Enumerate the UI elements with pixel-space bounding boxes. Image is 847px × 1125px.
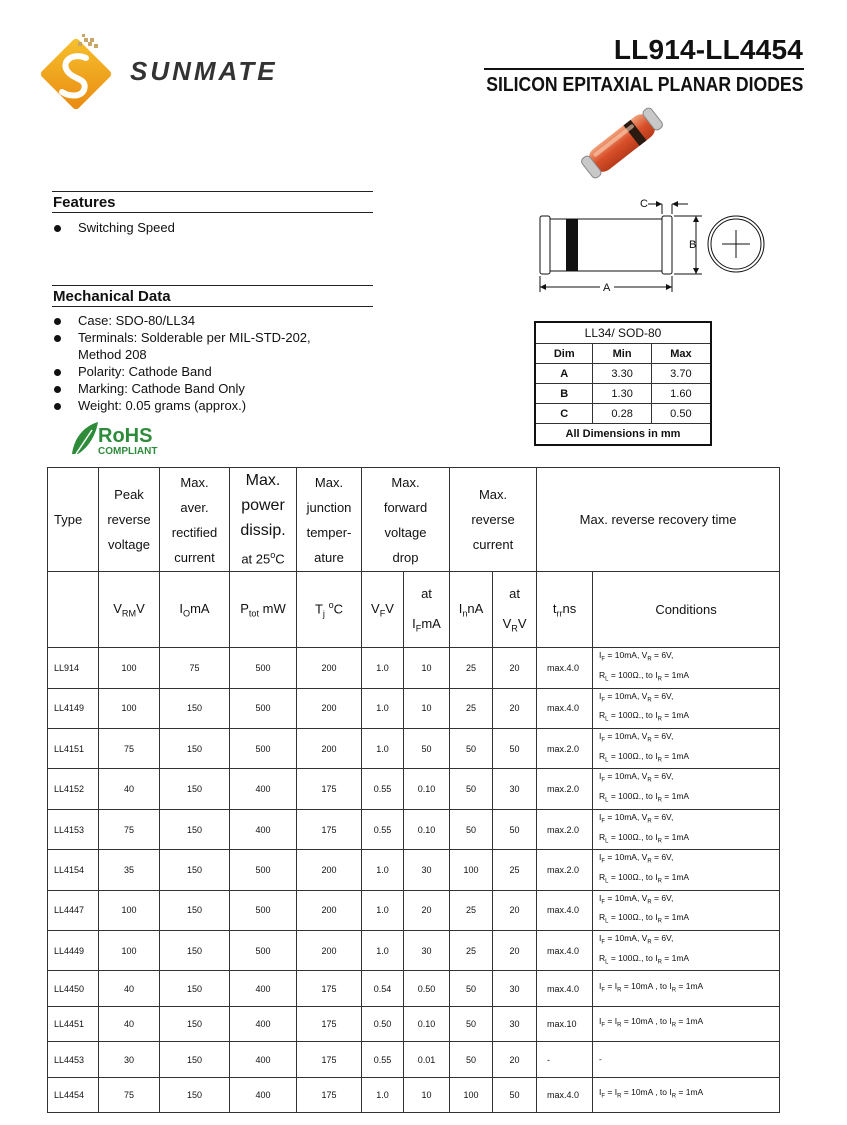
dim-row-min: 0.28 <box>593 404 651 424</box>
cell-if: 50 <box>404 729 450 769</box>
cell-type: LL4450 <box>48 971 99 1007</box>
cell-if: 0.50 <box>404 971 450 1007</box>
cell-type: LL4453 <box>48 1042 99 1078</box>
cell-tj: 200 <box>297 890 362 930</box>
cell-if: 0.10 <box>404 1006 450 1042</box>
package-outline-drawing <box>530 192 780 300</box>
brand-text: SUNMATE <box>130 56 278 86</box>
features-list <box>52 219 175 236</box>
mechanical-list <box>52 312 311 414</box>
cell-vr: 30 <box>493 1006 537 1042</box>
cell-vf: 0.55 <box>362 769 404 809</box>
feature-item: Switching Speed <box>52 219 175 236</box>
table-row <box>48 850 780 890</box>
cell-conditions: $I_F = 10mA$, $V_R = 6V$, $R_L = 100\Omega$., to $I_R = 1mA$ <box>593 769 780 809</box>
cell-io: 75 <box>160 648 230 688</box>
cell-ptot: 500 <box>230 930 297 970</box>
cell-vrm: 75 <box>99 809 160 849</box>
cell-type: LL4152 <box>48 769 99 809</box>
cell-tj: 175 <box>297 809 362 849</box>
cell-conditions: $I_F = 10mA$, $V_R = 6V$, $R_L = 100\Omega$., to $I_R = 1mA$ <box>593 850 780 890</box>
cell-trr: max.2.0 <box>537 809 593 849</box>
svg-text:RoHS: RoHS <box>98 425 153 447</box>
cell-conditions: $I_F = 10mA$, $V_R = 6V$, $R_L = 100\Omega$., to $I_R = 1mA$ <box>593 809 780 849</box>
cell-vrm: 75 <box>99 729 160 769</box>
part-range-title: LL914-LL4454 <box>613 34 803 65</box>
features-heading: Features <box>52 191 373 213</box>
cell-conditions: $I_F = 10mA$, $V_R = 6V$, $R_L = 100\Omega$., to $I_R = 1mA$ <box>593 648 780 688</box>
trr-symbol: $t_{rr}ns$ <box>537 572 593 648</box>
cell-vr: 25 <box>493 850 537 890</box>
cell-vf: 0.50 <box>362 1006 404 1042</box>
trr-header: Max. reverse recovery time <box>537 468 780 572</box>
cell-tj: 175 <box>297 1077 362 1113</box>
cell-type: LL4451 <box>48 1006 99 1042</box>
cell-vr: 30 <box>493 971 537 1007</box>
table-row <box>48 930 780 970</box>
title-rule <box>484 68 804 70</box>
tj-symbol: $T_j$ $^o$C <box>297 572 362 648</box>
cell-type: LL4449 <box>48 930 99 970</box>
type-header: Type <box>48 468 99 572</box>
cell-trr: max.10 <box>537 1006 593 1042</box>
cell-ir: 50 <box>450 729 493 769</box>
cell-vrm: 100 <box>99 648 160 688</box>
cell-io: 150 <box>160 688 230 728</box>
mech-item-terminals: Terminals: Solderable per MIL-STD-202, <box>52 329 311 346</box>
dimensions-table <box>534 321 712 446</box>
cell-tj: 200 <box>297 729 362 769</box>
cell-io: 150 <box>160 729 230 769</box>
cell-io: 150 <box>160 890 230 930</box>
cell-vf: 0.55 <box>362 1042 404 1078</box>
dim-row-max: 3.70 <box>651 364 711 384</box>
cell-io: 150 <box>160 1006 230 1042</box>
cell-tj: 200 <box>297 930 362 970</box>
cell-trr: max.4.0 <box>537 1077 593 1113</box>
cell-vrm: 40 <box>99 971 160 1007</box>
cell-trr: - <box>537 1042 593 1078</box>
svg-text:B: B <box>689 239 697 251</box>
cell-vr: 50 <box>493 809 537 849</box>
cell-type: LL4149 <box>48 688 99 728</box>
cell-ir: 50 <box>450 971 493 1007</box>
cell-ir: 100 <box>450 850 493 890</box>
cell-vr: 50 <box>493 1077 537 1113</box>
dim-header: Dim <box>535 344 593 364</box>
cell-vf: 1.0 <box>362 930 404 970</box>
cell-tj: 200 <box>297 688 362 728</box>
mech-item-weight: Weight: 0.05 grams (approx.) <box>52 397 311 414</box>
specifications-table <box>47 467 780 1113</box>
cell-if: 10 <box>404 648 450 688</box>
cell-tj: 175 <box>297 971 362 1007</box>
cell-trr: max.2.0 <box>537 729 593 769</box>
cell-type: LL914 <box>48 648 99 688</box>
cell-conditions: $I_F = I_R = 10mA$ , to $I_R = 1mA$ <box>593 1006 780 1042</box>
dimensions-caption: LL34/ SOD-80 <box>535 322 711 344</box>
cell-vf: 0.54 <box>362 971 404 1007</box>
cell-io: 150 <box>160 1077 230 1113</box>
cell-ptot: 500 <box>230 688 297 728</box>
cell-io: 150 <box>160 809 230 849</box>
cell-vr: 20 <box>493 648 537 688</box>
cell-type: LL4447 <box>48 890 99 930</box>
cell-ir: 50 <box>450 1006 493 1042</box>
cell-tj: 200 <box>297 850 362 890</box>
cell-io: 150 <box>160 769 230 809</box>
vrm-header: Peak reverse voltage <box>99 468 160 572</box>
cell-ptot: 400 <box>230 1077 297 1113</box>
cell-vr: 20 <box>493 1042 537 1078</box>
dim-row-label: C <box>535 404 593 424</box>
if-test-symbol: at $I_FmA$ <box>404 572 450 648</box>
ptot-symbol: $P_{tot}$ mW <box>230 572 297 648</box>
table-row <box>48 1042 780 1078</box>
cell-vf: 1.0 <box>362 729 404 769</box>
cell-ir: 25 <box>450 648 493 688</box>
dim-row-min: 1.30 <box>593 384 651 404</box>
cell-io: 150 <box>160 971 230 1007</box>
cell-if: 10 <box>404 688 450 728</box>
table-row <box>48 1077 780 1113</box>
tj-header: Max. junction temper- ature <box>297 468 362 572</box>
cell-ptot: 500 <box>230 890 297 930</box>
cell-ptot: 400 <box>230 769 297 809</box>
cell-vrm: 75 <box>99 1077 160 1113</box>
cell-if: 0.10 <box>404 769 450 809</box>
cell-ptot: 400 <box>230 809 297 849</box>
mech-item-terminals-cont: Method 208 <box>78 347 147 362</box>
cell-if: 30 <box>404 850 450 890</box>
vf-header: Max. forward voltage drop <box>362 468 450 572</box>
cell-ir: 50 <box>450 809 493 849</box>
dim-row-label: B <box>535 384 593 404</box>
cell-vrm: 100 <box>99 688 160 728</box>
cell-ir: 100 <box>450 1077 493 1113</box>
cell-type: LL4454 <box>48 1077 99 1113</box>
cell-if: 0.10 <box>404 809 450 849</box>
vrm-symbol: $V_{RM}V$ <box>99 572 160 648</box>
cell-vr: 20 <box>493 930 537 970</box>
cell-type: LL4153 <box>48 809 99 849</box>
cell-vr: 20 <box>493 688 537 728</box>
cell-vf: 1.0 <box>362 688 404 728</box>
table-row <box>48 809 780 849</box>
cell-vrm: 40 <box>99 769 160 809</box>
table-row <box>48 890 780 930</box>
cell-io: 150 <box>160 850 230 890</box>
vr-test-symbol: at $V_RV$ <box>493 572 537 648</box>
cell-ptot: 400 <box>230 1042 297 1078</box>
table-row <box>48 729 780 769</box>
cell-type: LL4154 <box>48 850 99 890</box>
cell-conditions: $I_F = 10mA$, $V_R = 6V$, $R_L = 100\Omega$., to $I_R = 1mA$ <box>593 930 780 970</box>
io-symbol: $I_OmA$ <box>160 572 230 648</box>
mech-item-polarity: Polarity: Cathode Band <box>52 363 311 380</box>
cell-tj: 175 <box>297 1042 362 1078</box>
cell-trr: max.4.0 <box>537 648 593 688</box>
cell-ir: 25 <box>450 930 493 970</box>
ptot-header: Max. power dissip. at 25$^o$C <box>230 468 297 572</box>
max-header: Max <box>651 344 711 364</box>
cell-if: 20 <box>404 890 450 930</box>
cell-trr: max.4.0 <box>537 890 593 930</box>
cell-conditions: - <box>593 1042 780 1078</box>
cell-trr: max.2.0 <box>537 769 593 809</box>
table-row <box>48 971 780 1007</box>
cell-conditions: $I_F = 10mA$, $V_R = 6V$, $R_L = 100\Omega$., to $I_R = 1mA$ <box>593 688 780 728</box>
rohs-compliant-logo <box>70 420 180 458</box>
io-header: Max. aver. rectified current <box>160 468 230 572</box>
cell-vf: 1.0 <box>362 850 404 890</box>
cell-ptot: 400 <box>230 1006 297 1042</box>
ir-symbol: $I_nnA$ <box>450 572 493 648</box>
dim-row-label: A <box>535 364 593 384</box>
specifications-body <box>48 648 780 1113</box>
cell-conditions: $I_F = 10mA$, $V_R = 6V$, $R_L = 100\Omega$., to $I_R = 1mA$ <box>593 890 780 930</box>
dim-row-max: 1.60 <box>651 384 711 404</box>
cell-if: 30 <box>404 930 450 970</box>
cell-io: 150 <box>160 1042 230 1078</box>
dimensions-footer: All Dimensions in mm <box>535 424 711 446</box>
cell-vr: 50 <box>493 729 537 769</box>
cell-tj: 175 <box>297 769 362 809</box>
svg-text:C: C <box>640 198 648 210</box>
min-header: Min <box>593 344 651 364</box>
ir-header: Max. reverse current <box>450 468 537 572</box>
mechanical-heading: Mechanical Data <box>52 285 373 307</box>
cell-ptot: 500 <box>230 648 297 688</box>
table-row <box>48 1006 780 1042</box>
mech-item-marking: Marking: Cathode Band Only <box>52 380 311 397</box>
cell-ir: 25 <box>450 890 493 930</box>
table-row <box>48 769 780 809</box>
cell-vr: 30 <box>493 769 537 809</box>
cell-ptot: 500 <box>230 850 297 890</box>
conditions-header: Conditions <box>593 572 780 648</box>
part-subtitle: SILICON EPITAXIAL PLANAR DIODES <box>485 74 803 96</box>
cell-if: 0.01 <box>404 1042 450 1078</box>
dim-row-max: 0.50 <box>651 404 711 424</box>
svg-text:COMPLIANT: COMPLIANT <box>98 446 158 457</box>
cell-ptot: 500 <box>230 729 297 769</box>
cell-if: 10 <box>404 1077 450 1113</box>
diode-photo <box>572 98 672 188</box>
cell-vrm: 100 <box>99 930 160 970</box>
vf-symbol: $V_FV$ <box>362 572 404 648</box>
cell-vrm: 30 <box>99 1042 160 1078</box>
dim-row-min: 3.30 <box>593 364 651 384</box>
cell-vf: 1.0 <box>362 890 404 930</box>
cell-vrm: 40 <box>99 1006 160 1042</box>
cell-ir: 50 <box>450 1042 493 1078</box>
type-unit-cell <box>48 572 99 648</box>
cell-type: LL4151 <box>48 729 99 769</box>
cell-io: 150 <box>160 930 230 970</box>
cell-vrm: 35 <box>99 850 160 890</box>
cell-conditions: $I_F = I_R = 10mA$ , to $I_R = 1mA$ <box>593 1077 780 1113</box>
cell-trr: max.4.0 <box>537 930 593 970</box>
cell-tj: 200 <box>297 648 362 688</box>
cell-ir: 25 <box>450 688 493 728</box>
table-row <box>48 688 780 728</box>
sunmate-logo <box>38 30 308 120</box>
cell-trr: max.4.0 <box>537 688 593 728</box>
cell-tj: 175 <box>297 1006 362 1042</box>
cell-ir: 50 <box>450 769 493 809</box>
cell-vrm: 100 <box>99 890 160 930</box>
cell-trr: max.2.0 <box>537 850 593 890</box>
cell-vr: 20 <box>493 890 537 930</box>
cell-conditions: $I_F = I_R = 10mA$ , to $I_R = 1mA$ <box>593 971 780 1007</box>
cell-trr: max.4.0 <box>537 971 593 1007</box>
cell-conditions: $I_F = 10mA$, $V_R = 6V$, $R_L = 100\Omega$., to $I_R = 1mA$ <box>593 729 780 769</box>
table-row <box>48 648 780 688</box>
cell-vf: 1.0 <box>362 1077 404 1113</box>
cell-vf: 0.55 <box>362 809 404 849</box>
mech-item-case: Case: SDO-80/LL34 <box>52 312 311 329</box>
cell-ptot: 400 <box>230 971 297 1007</box>
cell-vf: 1.0 <box>362 648 404 688</box>
svg-text:A: A <box>603 282 611 294</box>
